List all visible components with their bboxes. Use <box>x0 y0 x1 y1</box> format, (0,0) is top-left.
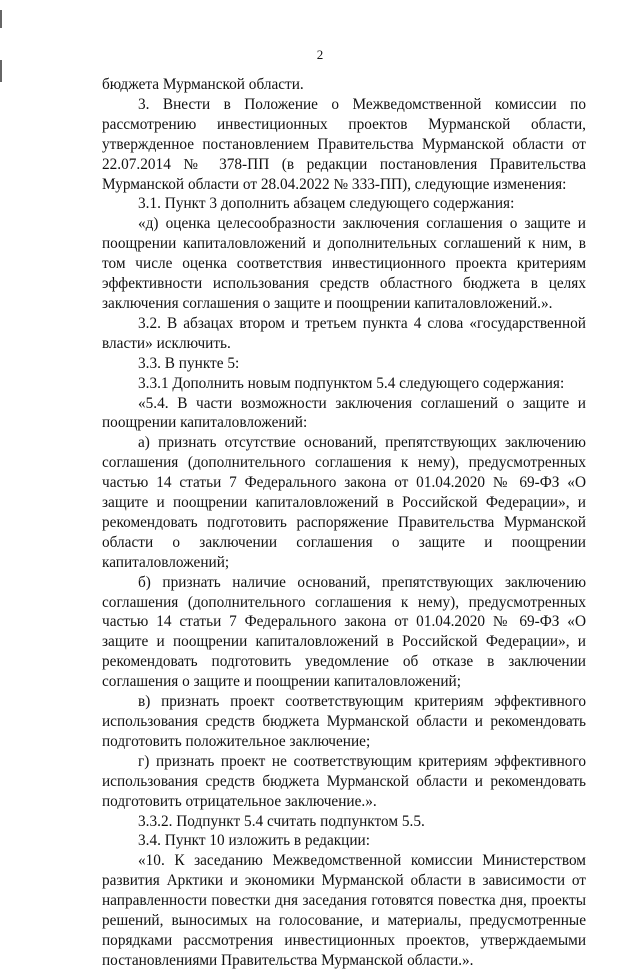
paragraph-item-5-4-g: г) признать проект не соответствующим критериям эффективного использования средств бюджета Мурманской области и рекомендовать подготовить отрицательное заключение.». <box>102 752 586 810</box>
paragraph-item-10: «10. К заседанию Межведомственной комиссии Министерством развития Арктики и экономики Мурманской области в зависимости от направленности повестки дня заседания готовятся повестка дня, проекты решений, выносимых на голосование, и материалы, предусмотренные порядками рассмотрения инвестиционных проектов, утверждаемыми постановлениями Правительства Мурманской области.». <box>102 852 586 969</box>
paragraph-item-3-4: 3.4. Пункт 10 изложить в редакции: <box>138 832 370 850</box>
paragraph-item-5-4-a: а) признать отсутствие оснований, препятствующих заключению соглашения (дополнительного соглашения к нему), предусмотренных частью 14 статьи 7 Федерального закона от 01.04.2020 № 69-ФЗ «О защите и поощрении капиталовложений в Российской Федерации», и рекомендовать подготовить распоряжение Правительства Мурманской области о заключении соглашения о защите и поощрении капиталовложений; <box>102 434 586 571</box>
paragraph-item-3-3-1: 3.3.1 Дополнить новым подпунктом 5.4 следующего содержания: <box>138 374 565 392</box>
paragraph-item-3-3: 3.3. В пункте 5: <box>138 354 240 372</box>
document-body <box>102 75 586 971</box>
paragraph-item-5-4-v: в) признать проект соответствующим критериям эффективного использования средств бюджета Мурманской области и рекомендовать подготовить положительное заключение; <box>102 693 586 750</box>
page-number: 2 <box>316 47 324 62</box>
paragraph-item-3-2: 3.2. В абзацах втором и третьем пункта 4 слова «государственной власти» исключить. <box>102 314 586 352</box>
paragraph-item-3-3-2: 3.3.2. Подпункт 5.4 считать подпунктом 5.5. <box>138 812 425 830</box>
paragraph-item-3: 3. Внести в Положение о Межведомственной комиссии по рассмотрению инвестиционных проектов Мурманской области, утвержденное постановлением Правительства Мурманской области от 22.07.2014 № 378-ПП (в редакции постановления Правительства Мурманской области от 28.04.2022 № 333-ПП), следующие изменения: <box>102 95 586 193</box>
paragraph-item-5-4-b: б) признать наличие оснований, препятствующих заключению соглашения (дополнительного соглашения к нему), предусмотренных частью 14 статьи 7 Федерального закона от 01.04.2020 № 69-ФЗ «О защите и поощрении капиталовложений в Российской Федерации», и рекомендовать подготовить уведомление об отказе в заключении соглашения о защите и поощрении капиталовложений; <box>102 573 586 691</box>
paragraph-item-5-4: «5.4. В части возможности заключения соглашений о защите и поощрении капиталовложений: <box>102 394 586 432</box>
paragraph-item-3-1-d: «д) оценка целесообразности заключения соглашения о защите и поощрении капиталовложений и дополнительных соглашений к ним, в том числе оценка соответствия инвестиционного проекта критериям эффективности использования средств областного бюджета в целях заключения соглашения о защите и поощрении капиталовложений.». <box>102 215 586 312</box>
paragraph-item-3-1: 3.1. Пункт 3 дополнить абзацем следующего содержания: <box>138 195 515 213</box>
paragraph-continuation: бюджета Мурманской области. <box>102 76 304 93</box>
